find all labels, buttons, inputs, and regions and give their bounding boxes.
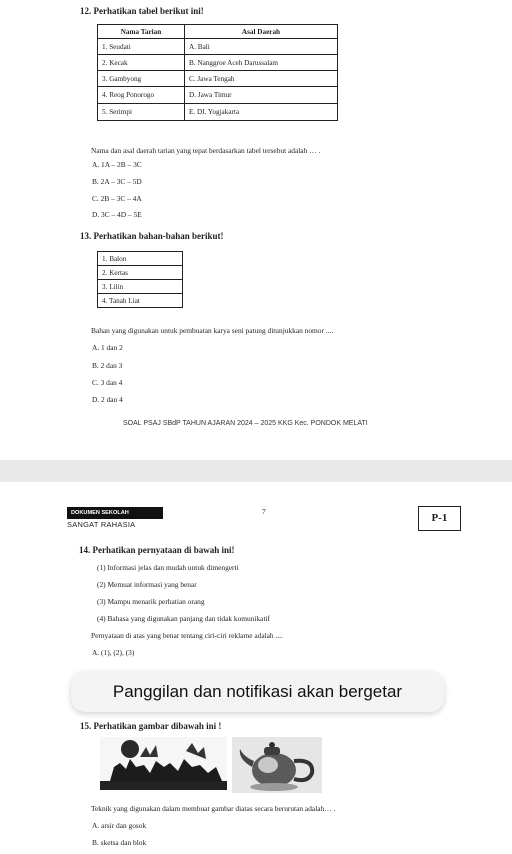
list-item: 3. Lilin [98, 280, 183, 294]
q13-option-a[interactable]: A. 1 dan 2 [92, 343, 123, 352]
table-cell: D. Jawa Timur [185, 87, 338, 104]
q13-title: 13. Perhatikan bahan-bahan berikut! [80, 231, 224, 241]
table-cell: 3. Gambyong [98, 71, 185, 87]
table-row [98, 104, 338, 121]
table-cell: 2. Kecak [98, 55, 185, 71]
table-cell: 4. Reog Ponorogo [98, 87, 185, 104]
paper-code-box: P-1 [418, 506, 461, 531]
q14-statement: (1) Informasi jelas dan mudah untuk dimengerti [97, 563, 239, 572]
q12-option-c[interactable]: C. 2B – 3C – 4A [92, 194, 142, 203]
q14-statement: (4) Bahasa yang digunakan panjang dan tidak komunikatif [97, 614, 271, 623]
q12-option-d[interactable]: D. 3C – 4D – 5E [92, 210, 142, 219]
q14-statement: (2) Memuat informasi yang benar [97, 580, 197, 589]
table-row [98, 87, 338, 104]
teapot-shading-picture [232, 737, 322, 793]
q14-option-a[interactable]: A. (1), (2), (3) [92, 648, 135, 657]
worksheet-page-2 [0, 482, 512, 854]
page-number: 7 [262, 507, 266, 516]
dance-origin-table [97, 24, 338, 121]
vibrate-notification-toast[interactable]: Panggilan dan notifikasi akan bergetar [71, 671, 444, 712]
table-cell: B. Nanggroe Aceh Darussalam [185, 55, 338, 71]
q15-option-a[interactable]: A. arsir dan gosok [92, 821, 147, 830]
list-item: 2. Kertas [98, 266, 183, 280]
q13-option-c[interactable]: C. 3 dan 4 [92, 378, 123, 387]
silhouette-picture [100, 737, 227, 790]
q12-option-a[interactable]: A. 1A – 2B – 3C [92, 160, 142, 169]
table-row [98, 55, 338, 71]
table-cell: E. DI. Yogjakarta [185, 104, 338, 121]
table-cell: C. Jawa Tengah [185, 71, 338, 87]
q12-stem: Nama dan asal daerah tarian yang tepat berdasarkan tabel tersebut adalah … . [91, 146, 321, 155]
q13-stem: Bahan yang digunakan untuk pembuatan karya seni patung ditunjukkan nomor .... [91, 326, 334, 335]
q13-option-d[interactable]: D. 2 dan 4 [92, 395, 123, 404]
q15-title: 15. Perhatikan gambar dibawah ini ! [80, 721, 222, 731]
materials-list-box [97, 251, 183, 308]
table-header: Asal Daerah [185, 25, 338, 39]
table-cell: 1. Seudati [98, 39, 185, 55]
q12-option-b[interactable]: B. 2A – 3C – 5D [92, 177, 142, 186]
document-label: DOKUMEN SEKOLAH [67, 507, 163, 519]
table-cell: 5. Serimpi [98, 104, 185, 121]
table-cell: A. Bali [185, 39, 338, 55]
list-item: 1. Balon [98, 252, 183, 266]
q14-title: 14. Perhatikan pernyataan di bawah ini! [79, 545, 235, 555]
q14-statement: (3) Mampu menarik perhatian orang [97, 597, 205, 606]
q12-title: 12. Perhatikan tabel berikut ini! [80, 6, 204, 16]
q13-option-b[interactable]: B. 2 dan 3 [92, 361, 123, 370]
q15-option-b[interactable]: B. sketsa dan blok [92, 838, 147, 847]
q14-stem: Pernyataan di atas yang benar tentang ciri-ciri reklame adalah .... [91, 631, 283, 640]
confidential-label: SANGAT RAHASIA [67, 520, 136, 529]
table-header: Nama Tarian [98, 25, 185, 39]
table-row [98, 39, 338, 55]
list-item: 4. Tanah Liat [98, 294, 183, 308]
page-footer: SOAL PSAJ SBdP TAHUN AJARAN 2024 – 2025 KKG Kec. PONDOK MELATI [123, 420, 368, 427]
table-row [98, 71, 338, 87]
q15-stem: Teknik yang digunakan dalam membuat gambar diatas secara berurutan adalah… . [91, 804, 336, 813]
